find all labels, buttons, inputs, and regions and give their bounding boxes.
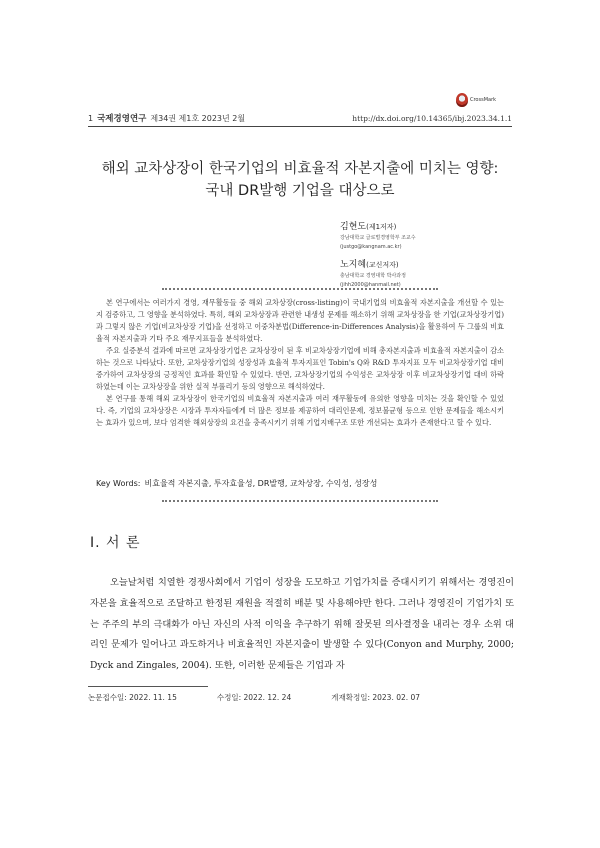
crossmark-label: CrossMark	[470, 97, 497, 103]
author-affiliation: 강남대학교 글로벌경영학부 조교수	[340, 235, 416, 241]
dotted-divider-top	[162, 288, 438, 290]
abstract	[96, 297, 504, 429]
crossmark-icon	[456, 93, 468, 107]
paper-title	[88, 158, 512, 202]
running-header	[88, 112, 512, 124]
author-role: (교신저자)	[366, 261, 399, 269]
footer-rule	[88, 686, 208, 687]
header-rule	[88, 126, 512, 127]
issue-info: 제34권 제1호 2023년 2월	[150, 114, 246, 123]
crossmark-badge[interactable]	[456, 90, 512, 110]
abstract-paragraph: 주요 실증분석 결과에 따르면 교차상장기업은 교차상장이 된 후 비교차상장기업에 비해 총자본지출과 비효율적 자본지출이 감소하는 것으로 나타났다. 또한, 교차상장기업의 성장성과 효율적 투자지표인 Tobin's Q와 R&D 투자지표 모두 비교차상장기업 대비 증가하여 교차상장의 긍정적인 효과를 확인할 수 있었다. 반면, 교차상장기업의 수익성은 교차상장 이후 비교차상장기업 대비 하락하였는데 이는 교차상장을 위한 실적 부풀리기 등의 영향으로 해석하였다.	[96, 346, 504, 391]
doi-link[interactable]: http://dx.doi.org/10.14365/ibj.2023.34.1.1	[352, 114, 512, 123]
body-text	[90, 573, 514, 677]
abstract-paragraph: 본 연구를 통해 해외 교차상장이 한국기업의 비효율적 자본지출과 여러 재무활동에 유의한 영향을 미치는 것을 확인할 수 있었다. 즉, 기업의 교차상장은 시장과 투자자들에게 더 많은 정보를 제공하여 대리인문제, 정보불균형 등으로 인한 문제들을 해소시키는 효과가 있으며, 보다 엄격한 해외상장의 요건을 충족시키기 위해 기업지배구조 또한 개선되는 효과가 존재한다고 할 수 있다.	[96, 394, 504, 427]
journal-info	[88, 112, 245, 124]
keywords	[96, 478, 504, 489]
author-name: 김현도	[340, 222, 367, 232]
page-number: 1	[88, 114, 94, 123]
revised-date: 수정일: 2022. 12. 24	[216, 693, 292, 702]
keywords-label: Key Words:	[96, 479, 141, 488]
body-paragraph: 오늘날처럼 치열한 경쟁사회에서 기업이 성장을 도모하고 기업가치를 증대시키기 위해서는 경영진이 자본을 효율적으로 조달하고 한정된 재원을 적절히 배분 및 사용해야만 한다. 그러나 경영진이 기업가치 또는 주주의 부의 극대화가 아닌 자신의 사적 이익을 추구하기 위해 잘못된 의사결정을 내리는 경우 소위 대리인 문제가 일어나고 과도하거나 비효율적인 자본지출이 발생할 수 있다(Conyon and Murphy, 2000; Dyck and Zingales, 2004). 또한, 이러한 문제들은 기업과 자	[90, 577, 514, 672]
keywords-list: 비효율적 자본지출, 투자효율성, DR발행, 교차상장, 수익성, 성장성	[144, 479, 378, 488]
abstract-paragraph: 본 연구에서는 여러가지 경영, 재무활동들 중 해외 교차상장(cross-listing)이 국내기업의 비효율적 자본지출을 개선할 수 있는지 검증하고, 그 영향을 분석하였다. 특히, 해외 교차상장과 관련한 내생성 문제를 해소하기 위해 교차상장을 한 기업(교차상장기업)과 그렇지 않은 기업(비교차상장 기업)을 선정하고 이중차분법(Difference-in-Differences Analysis)을 활용하여 두 그룹의 비효율적 자본지출과 기타 주요 재무지표들을 분석하였다.	[96, 298, 504, 343]
author-block-2	[340, 252, 406, 289]
author-block-1	[340, 214, 416, 251]
accepted-date: 게재확정일: 2023. 02. 07	[331, 693, 421, 702]
received-date: 논문접수일: 2022. 11. 15	[88, 693, 177, 702]
author-email[interactable]: (jihh2000@hanmail.net)	[340, 282, 401, 288]
author-affiliation: 충남대학교 경영대학 박사과정	[340, 273, 406, 279]
author-role: (제1저자)	[366, 223, 397, 231]
section-heading: Ⅰ. 서 론	[90, 535, 141, 551]
author-name: 노지혜	[340, 260, 367, 270]
journal-name: 국제경영연구	[97, 114, 147, 124]
author-email[interactable]: (justgo@kangnam.ac.kr)	[340, 244, 402, 250]
title-line-1: 해외 교차상장이 한국기업의 비효율적 자본지출에 미치는 영향:	[101, 161, 499, 177]
footer-dates	[88, 692, 512, 703]
title-line-2: 국내 DR발행 기업을 대상으로	[205, 183, 395, 199]
dotted-divider-bottom	[162, 500, 438, 502]
